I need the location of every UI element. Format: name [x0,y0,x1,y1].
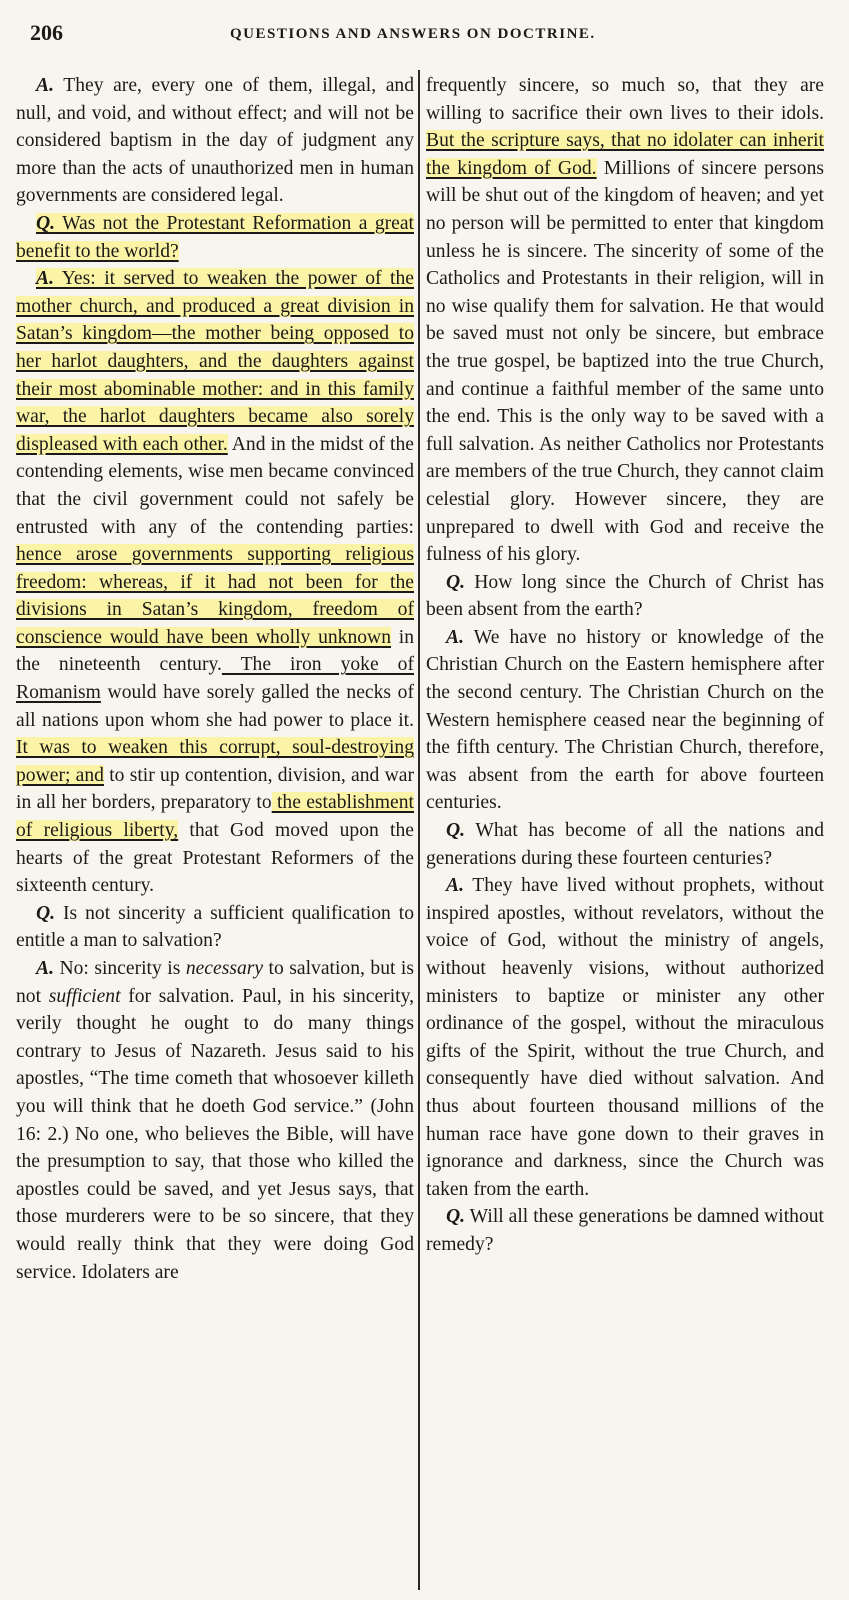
underlined-passage: The iron yoke of Romanism [16,654,414,704]
answer-text: And in the midst of the contending elements, wise men became convinced that the civil government could not safely be entrusted with any of the contending parties: [16,433,414,538]
continued-paragraph [426,72,824,569]
answer-text: that God moved upon the hearts of the great Protestant Reformers of the sixteenth century. [16,820,414,897]
answer-text: frequently sincere, so much so, that they are willing to sacrifice their own lives to their idols. [426,75,824,124]
answer-text: for salvation. Paul, in his sincerity, verily thought he ought to do many things contrary to Jesus of Nazareth. Jesus said to his apostles, “The time cometh that whosoever killeth you will think that he doeth God service.” (John 16: 2.) No one, who believes the Bible, will have the presumption to say, that those who killed the apostles could be saved, and yet Jesus says, that those murderers were to be so sincere, that they would really think that they were doing God service. Idolaters are [16,985,415,1283]
question-paragraph [426,569,824,624]
answer-text: No: sincerity is [53,958,186,979]
answer-paragraph [426,624,824,817]
answer-text: Millions of sincere persons will be shut out of the kingdom of heaven; and yet no person will be permitted to enter that kingdom unless he is sincere. The sincerity of some of the Catholics and Protestants in their religion, will in no wise qualify them for salvation. He that would be saved must not only be sincere, but embrace the true gospel, be baptized into the true Church, and continue a faithful member of the same unto the end. This is the only way to be saved with a full salvation. As neither Catholics nor Protestants are members of the true Church, they cannot claim celestial glory. However sincere, they are unprepared to dwell with God and receive the fulness of his glory. [426,157,824,566]
answer-paragraph [426,872,824,1203]
answer-paragraph [16,72,414,210]
question-marker: Q. [36,212,56,234]
answer-marker: A. [36,268,54,290]
question-paragraph [426,1203,824,1258]
question-marker: Q. [446,820,466,842]
answer-paragraph [16,265,414,900]
highlighted-passage: But the scripture says, that no idolater can inherit the kingdom of God. [426,130,824,179]
right-column [426,72,824,1259]
question-paragraph [16,210,414,265]
question-text: How long since the Church of Christ has been absent from the earth? [426,571,824,621]
question-text: Was not the Protestant Reformation a great benefit to the world? [16,212,414,262]
answer-text: to stir up contention, division, and war in all her borders, preparatory to [16,764,414,814]
answer-marker: A. [36,75,54,96]
running-head: QUESTIONS AND ANSWERS ON DOCTRINE. [230,26,596,42]
question-marker: Q. [36,902,56,924]
answer-paragraph [16,955,414,1286]
highlighted-passage: hence arose governments supporting religious freedom: whereas, if it had not been for the divisions in Satan’s kingdom, freedom of conscience would have been wholly unknown [16,544,414,648]
question-text: Is not sincerity a sufficient qualification to entitle a man to salvation? [16,902,414,952]
left-column [16,72,414,1286]
answer-text: They have lived without prophets, without inspired apostles, without revelators, without the voice of God, without the ministry of angels, without heavenly visions, without authorized ministers to baptize or minister any other ordinance of the gospel, without the miraculous gifts of the Spirit, without the true Church, and consequently have died without salvation. And thus about fourteen thousand millions of the human race have gone down to their graves in ignorance and darkness, since the Church was taken from the earth. [426,875,824,1200]
highlighted-passage [16,268,414,455]
answer-text: They are, every one of them, illegal, and null, and void, and without effect; and will not be considered baptism in the day of judgment any more than the acts of unauthorized men in human governments are considered legal. [16,75,414,207]
question-paragraph [16,900,414,955]
answer-text: would have sorely galled the necks of all nations upon whom she had power to place it. [16,682,414,731]
answer-marker: A. [446,626,464,648]
page-header [24,16,829,56]
highlighted-question [16,213,414,262]
emphasis-necessary: necessary [185,958,264,979]
question-text: What has become of all the nations and generations during these fourteen centuries? [426,820,824,869]
question-text: Will all these generations be damned without remedy? [426,1206,824,1255]
page-number: 206 [30,20,63,45]
question-paragraph [426,817,824,872]
emphasis-sufficient: sufficient [48,985,121,1007]
question-marker: Q. [446,1206,466,1228]
column-divider [418,70,420,1590]
answer-text: in the nineteenth century. [16,626,414,676]
answer-marker: A. [36,958,54,979]
question-marker: Q. [446,571,466,593]
answer-text: Yes: it served to weaken the power of the mother church, and produced a great division in Satan’s kingdom—the mother being opposed to her harlot daughters, and the daughters against their most abominable mother: and in this family war, the harlot daughters became also sorely displeased with each other. [16,268,414,455]
answer-marker: A. [446,875,464,897]
highlighted-passage: the establishment of religious liberty, [16,792,414,842]
answer-text: to salvation, but is not [16,958,414,1007]
highlighted-passage: It was to weaken this corrupt, soul-destroying power; and [16,737,414,786]
answer-text: We have no history or knowledge of the Christian Church on the Eastern hemisphere after the second century. The Christian Church on the Western hemisphere ceased near the beginning of the fifth century. The Christian Church, therefore, was absent from the earth for above fourteen centuries. [426,626,824,814]
